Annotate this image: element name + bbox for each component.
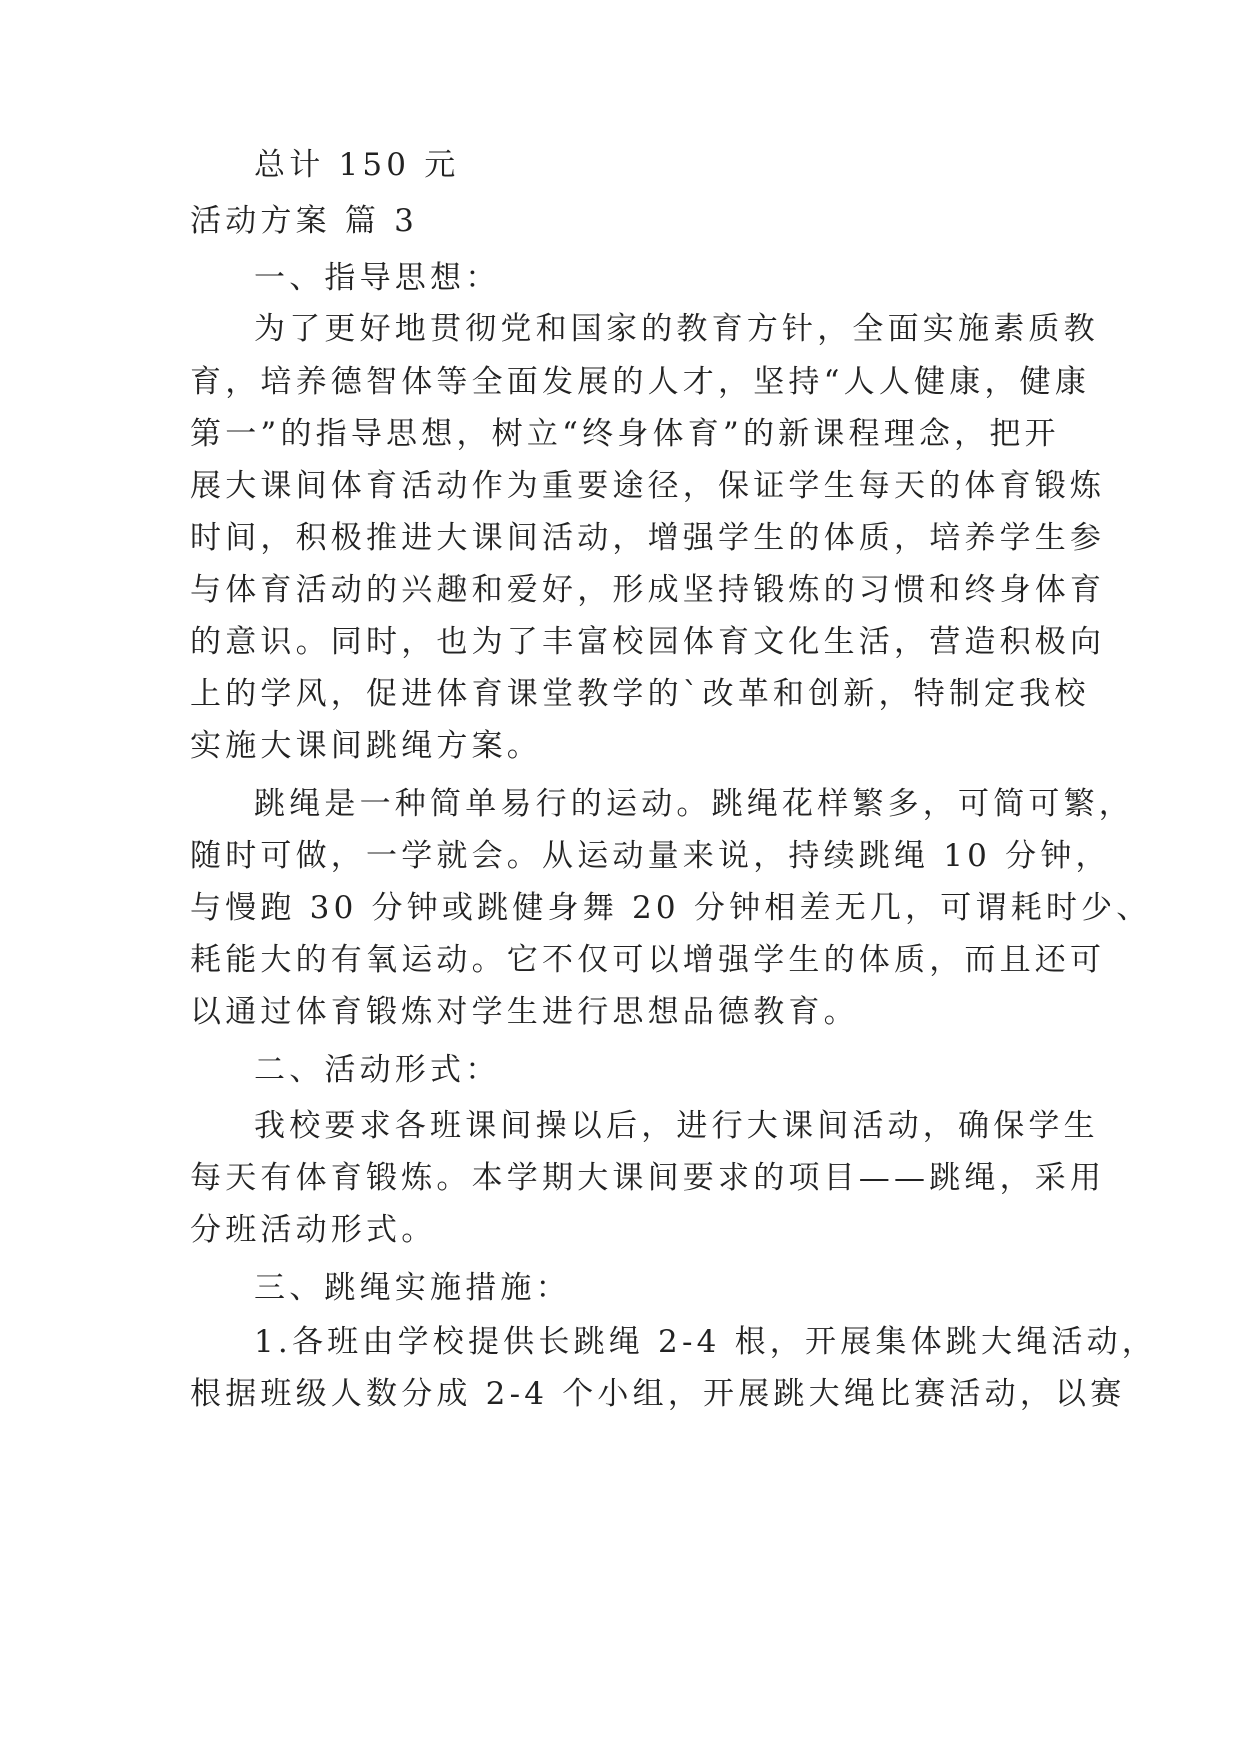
- paragraph-line: 根据班级人数分成 2-4 个小组，开展跳大绳比赛活动，以赛: [190, 1376, 1126, 1412]
- paragraph-line: 以通过体育锻炼对学生进行思想品德教育。: [190, 994, 859, 1030]
- paragraph-line: 为了更好地贯彻党和国家的教育方针，全面实施素质教: [254, 311, 1099, 347]
- paragraph-line: 跳绳是一种简单易行的运动。跳绳花样繁多，可简可繁，: [254, 786, 1134, 822]
- paragraph-line: 时间，积极推进大课间活动，增强学生的体质，培养学生参: [190, 520, 1106, 556]
- paragraph-line: 育，培养德智体等全面发展的人才，坚持“人人健康，健康: [190, 364, 1091, 400]
- heading-activity-form: 二、活动形式：: [254, 1052, 501, 1088]
- paragraph-line: 与慢跑 30 分钟或跳健身舞 20 分钟相差无几，可谓耗时少、: [190, 890, 1152, 926]
- paragraph-line: 与体育活动的兴趣和爱好，形成坚持锻炼的习惯和终身体育: [190, 572, 1106, 608]
- heading-guiding-ideology: 一、指导思想：: [254, 260, 501, 296]
- paragraph-line: 每天有体育锻炼。本学期大课间要求的项目——跳绳，采用: [190, 1160, 1106, 1196]
- paragraph-line: 随时可做，一学就会。从运动量来说，持续跳绳 10 分钟，: [190, 838, 1111, 874]
- total-line: 总计 150 元: [254, 147, 460, 183]
- paragraph-line: 的意识。同时，也为了丰富校园体育文化生活，营造积极向: [190, 624, 1106, 660]
- paragraph-line: 上的学风，促进体育课堂教学的`改革和创新，特制定我校: [190, 676, 1090, 712]
- paragraph-line: 展大课间体育活动作为重要途径，保证学生每天的体育锻炼: [190, 468, 1106, 504]
- paragraph-line: 耗能大的有氧运动。它不仅可以增强学生的体质，而且还可: [190, 942, 1106, 978]
- heading-measures: 三、跳绳实施措施：: [254, 1270, 571, 1306]
- paragraph-line: 1.各班由学校提供长跳绳 2-4 根，开展集体跳大绳活动，: [254, 1324, 1158, 1360]
- paragraph-line: 我校要求各班课间操以后，进行大课间活动，确保学生: [254, 1108, 1099, 1144]
- paragraph-line: 实施大课间跳绳方案。: [190, 728, 542, 764]
- section-title: 活动方案 篇 3: [190, 203, 419, 239]
- paragraph-line: 第一”的指导思想，树立“终身体育”的新课程理念，把开: [190, 416, 1060, 452]
- paragraph-line: 分班活动形式。: [190, 1212, 437, 1248]
